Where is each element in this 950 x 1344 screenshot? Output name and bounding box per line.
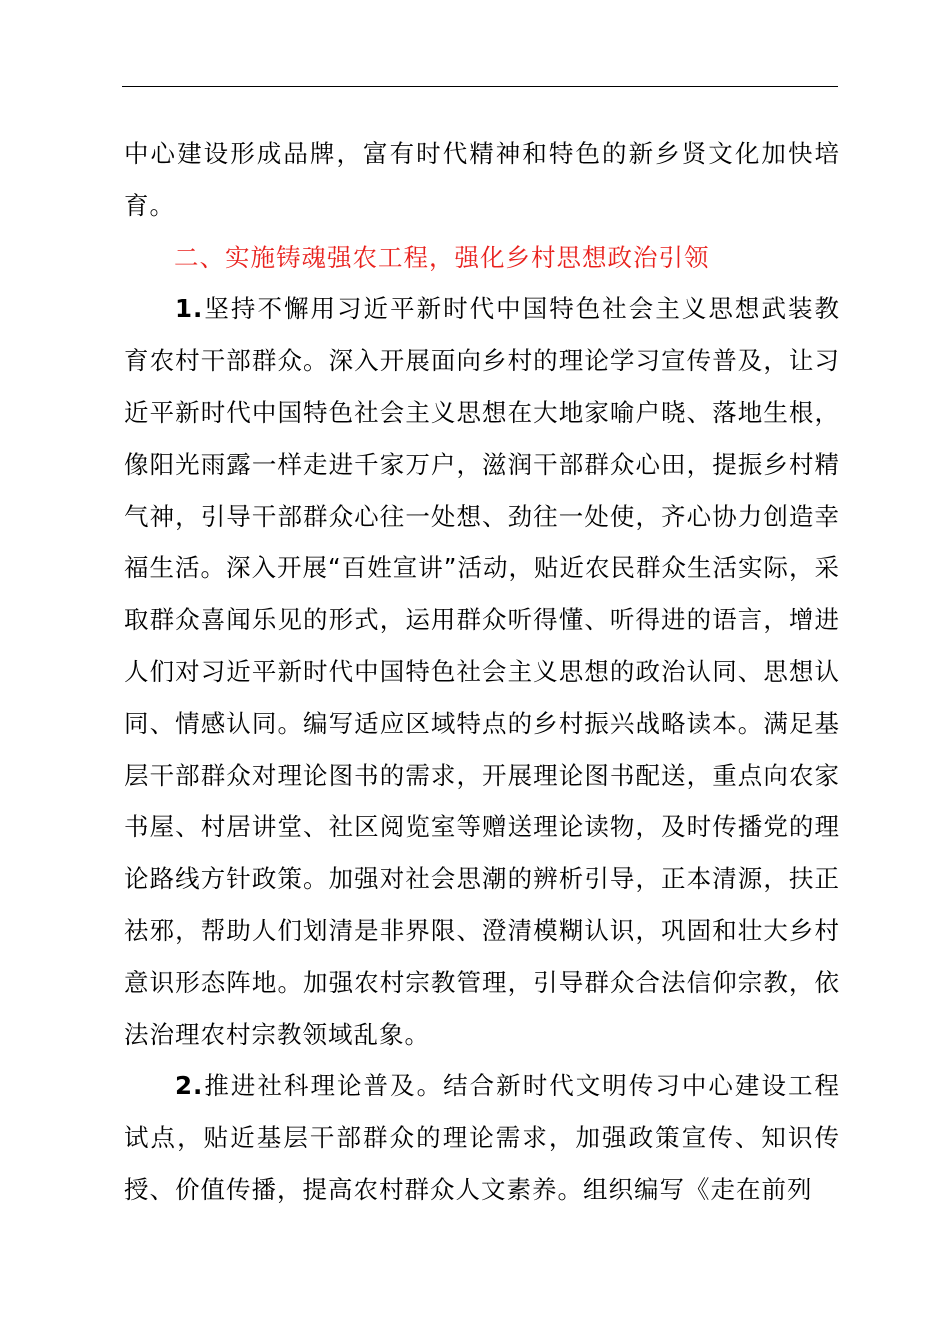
document-body: [124, 128, 840, 1216]
paragraph-item-1: [124, 283, 840, 1060]
paragraph-item-2: [124, 1060, 840, 1215]
item-text: 推进社科理论普及。结合新时代文明传习中心建设工程试点，贴近基层干部群众的理论需求，加强政策宣传、知识传授、价值传播，提高农村群众人文素养。组织编写《走在前列: [124, 1071, 840, 1204]
section-heading: 二、实施铸魂强农工程，强化乡村思想政治引领: [174, 242, 710, 272]
item-number: 1.: [175, 294, 204, 324]
item-number: 2.: [175, 1071, 204, 1101]
item-text: 坚持不懈用习近平新时代中国特色社会主义思想武装教育农村干部群众。深入开展面向乡村的理论学习宣传普及，让习近平新时代中国特色社会主义思想在大地家喻户晓、落地生根，像阳光雨露一样走进千家万户，滋润干部群众心田，提振乡村精气神，引导干部群众心往一处想、劲往一处使，齐心协力创造幸福生活。深入开展“百姓宣讲”活动，贴近农民群众生活实际，采取群众喜闻乐见的形式，运用群众听得懂、听得进的语言，增进人们对习近平新时代中国特色社会主义思想的政治认同、思想认同、情感认同。编写适应区域特点的乡村振兴战略读本。满足基层干部群众对理论图书的需求，开展理论图书配送，重点向农家书屋、村居讲堂、社区阅览室等赠送理论读物，及时传播党的理论路线方针政策。加强对社会思潮的辨析引导，正本清源，扶正祛邪，帮助人们划清是非界限、澄清模糊认识，巩固和壮大乡村意识形态阵地。加强农村宗教管理，引导群众合法信仰宗教，依法治理农村宗教领域乱象。: [124, 294, 840, 1049]
header-rule: [122, 86, 838, 87]
continuation-paragraph: 中心建设形成品牌，富有时代精神和特色的新乡贤文化加快培育。: [124, 139, 840, 220]
